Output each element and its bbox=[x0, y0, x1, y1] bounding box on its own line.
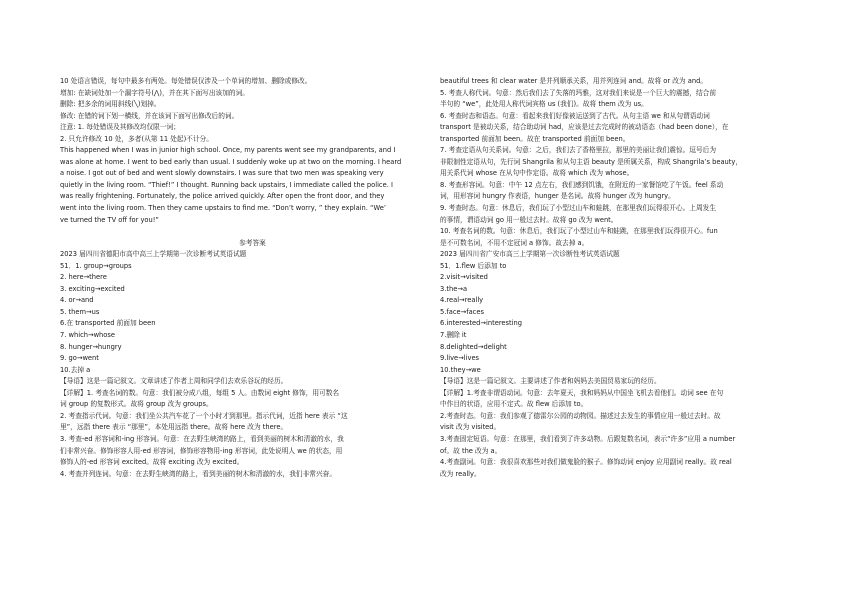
text-line: 9.live→lives bbox=[440, 354, 480, 363]
text-line: 词 group 的复数形式。故将 group 改为 groups。 bbox=[60, 400, 213, 409]
text-line: 4.real→really bbox=[440, 296, 484, 305]
text-line: 4. or→and bbox=[60, 296, 94, 305]
text-line: 修改: 在错的词下划一横线，并在该词下面写出修改后的词。 bbox=[60, 111, 239, 120]
text-line: 51．1.flew 后添加 to bbox=[440, 261, 507, 270]
text-line: 2023 届四川省广安市高三上学期第一次诊断性考试英语试题 bbox=[440, 250, 620, 259]
text-line: was really frightening. Fortunately, the police arrived quickly. After open the front door, and they bbox=[60, 192, 385, 201]
text-line: 【详解】1.考查非谓语动词。句意：去年夏天，我和妈妈从中国坐飞机去看他们。动词 see 在句 bbox=[440, 388, 724, 397]
text-line: quietly in the living room. “Thief!” I thought. Running back upstairs, I immediate called the police. I bbox=[60, 180, 393, 189]
text-line: 2.visit→visited bbox=[440, 273, 488, 282]
text-line: 8. 考查形容词。句意：中午 12 点左右，我们感到饥饿，在附近的一家餐馆吃了午饭。feel 系动 bbox=[440, 180, 724, 189]
text-line: This happened when I was in junior high school. Once, my parents went see my grandparents, and I bbox=[60, 146, 396, 155]
text-line: ve turned the TV off for you!” bbox=[60, 215, 159, 224]
text-line: 3. 考查-ed 形容词和-ing 形容词。句意：在去野生峡湾的路上，看到美丽的树木和清澈的水，我 bbox=[60, 434, 344, 443]
text-line: 修饰人的-ed 形容词 excited。故将 exciting 改为 excited。 bbox=[60, 458, 244, 467]
text-line: 3.考查固定短语。句意：在那里，我们看到了许多动物。后跟复数名词，表示“许多”应用 a number bbox=[440, 434, 736, 443]
text-line: 2. 只允许修改 10 处，多者(从第 11 处起)不计分。 bbox=[60, 134, 213, 143]
text-line: was alone at home. I went to bed early than usual. I suddenly woke up at two on the morning. I heard bbox=[60, 157, 402, 166]
text-line: 6.interested→interesting bbox=[440, 319, 522, 328]
text-line: 8. hunger→hungry bbox=[60, 342, 122, 351]
text-line: 7. which→whose bbox=[60, 331, 115, 340]
text-line bbox=[60, 226, 445, 238]
text-line: 2. 考查指示代词。句意：我们坐公共汽车花了一个小时才到那里。指示代词，近指 here 表示 “这 bbox=[60, 411, 348, 420]
text-line: 7. 考查定语从句关系词。句意：之后，我们去了香格里拉，那里的美丽让我们震惊。逗号后为 bbox=[440, 146, 717, 155]
text-line: transport 是被动关系，结合助动词 had，应该是过去完成时的被动语态（had been done），在 bbox=[440, 123, 729, 132]
text-line: went into the living room. Then they came upstairs to find me. “Don’t worry, ” they explain. “We’ bbox=[60, 204, 386, 213]
text-line: 51．1. group→groups bbox=[60, 261, 132, 270]
text-line: 6. 考查时态和语态。句意：看起来我们好像被运送到了古代。从句主语 we 和从句谓语动词 bbox=[440, 111, 710, 120]
text-line: 2. here→there bbox=[60, 273, 107, 282]
text-line: 10 处语言错误，每句中最多有两处。每处错误仅涉及一个单词的增加、删除或修改。 bbox=[60, 77, 312, 85]
text-line: 4.考查副词。句意：我很喜欢那些对我们做鬼脸的猴子。修饰动词 enjoy 应用副词 really。故 real bbox=[440, 458, 732, 467]
text-line: 词，用形容词 hungry 作表语，hunger 是名词。故将 hunger 改为 hungry。 bbox=[440, 192, 675, 201]
text-line: 的事情，谓语动词 go 用一般过去时。故将 go 改为 went。 bbox=[440, 215, 618, 224]
text-line: 用关系代词 whose 在从句中作定语。故将 which 改为 whose。 bbox=[440, 169, 634, 178]
text-line: 5. them→us bbox=[60, 307, 100, 316]
answer-heading: 参考答案 bbox=[239, 238, 266, 247]
text-line: 9. go→went bbox=[60, 354, 99, 363]
text-line: 3. exciting→excited bbox=[60, 284, 125, 293]
text-line: 【导语】这是一篇记叙文。文章讲述了作者上周和同学们去欢乐谷玩的经历。 bbox=[60, 377, 288, 386]
text-line: 们非常兴奋。修饰形容人用-ed 形容词，修饰形容物用-ing 形容词，此处说明人 we 的状态，用 bbox=[60, 446, 343, 455]
text-line: 里”，远指 there 表示 “那里”，本处用远指 there。故将 here 改为 there。 bbox=[60, 423, 288, 432]
text-line: 删除: 把多余的词用斜线(╲)划掉。 bbox=[60, 100, 161, 109]
text-line: 10.they→we bbox=[440, 365, 481, 374]
text-line: 8.delighted→delight bbox=[440, 342, 507, 351]
text-line: 注意: 1. 每处错误及其修改均仅限一词； bbox=[60, 123, 180, 132]
text-line: 7.删除 it bbox=[440, 331, 467, 340]
text-line: 【导语】这是一篇记叙文。主要讲述了作者和妈妈去美国贸易家玩的经历。 bbox=[440, 377, 661, 386]
text-line: of。故 the 改为 a。 bbox=[440, 446, 502, 455]
right-column bbox=[440, 76, 825, 480]
text-line: visit 改为 visited。 bbox=[440, 423, 501, 432]
text-line: 6.在 transported 前面加 been bbox=[60, 319, 156, 328]
text-line: beautiful trees 和 clear water 是并列顺承关系，用并列连词 and。故将 or 改为 and。 bbox=[440, 77, 707, 85]
text-line: 5.face→faces bbox=[440, 307, 484, 316]
text-line: 【详解】1. 考查名词的数。句意：我们被分成八组，每组 5 人。由数词 eight 修饰，用可数名 bbox=[60, 388, 340, 397]
text-line: 4. 考查并列连词。句意：在去野生峡湾的路上，看到美丽的树木和清澈的水，我们非常兴奋。 bbox=[60, 469, 337, 478]
text-line: 2.考查时态。句意：我们参观了德雷尔公园的动物园。描述过去发生的事情应用一般过去时。故 bbox=[440, 411, 721, 420]
text-line: transported 前面加 been。故在 transported 前面加 been。 bbox=[440, 134, 630, 143]
text-line: 10. 考查名词的数。句意：休息后，我们玩了小型过山车和蛙跳，在那里我们玩得很开心。fun bbox=[440, 227, 718, 236]
text-line: 非限制性定语从句，先行词 Shangrila 和从句主语 beauty 是所属关系，构成 Shangrila’s beauty， bbox=[440, 157, 743, 166]
text-line: 10.去掉 a bbox=[60, 365, 91, 374]
text-line: 2023 届四川省德阳市高中高三上学期第一次诊断考试英语试题 bbox=[60, 250, 247, 259]
text-line: 半句的 “we”，此处用人称代词宾格 us (我们)。故将 them 改为 us。 bbox=[440, 100, 648, 109]
text-line: 是不可数名词，不用不定冠词 a 修饰。故去掉 a。 bbox=[440, 238, 589, 247]
text-line: 9. 考查时态。句意：休息后，我们玩了小型过山车和蛙跳，在那里我们玩得很开心。上周发生 bbox=[440, 204, 717, 213]
left-column bbox=[60, 76, 445, 480]
text-line: a noise. I got out of bed and went slowly downstairs. I was sure that two men was speaking very bbox=[60, 169, 384, 178]
text-line: 改为 really。 bbox=[440, 469, 481, 478]
text-line: 中作目的状语，应用不定式。故 flew 后添加 to。 bbox=[440, 400, 588, 409]
text-line: 5. 考查人称代词。句意：然后我们去了失落的玛雅，这对我们来说是一个巨大的震撼，结合前 bbox=[440, 88, 717, 97]
text-line: 增加: 在缺词处加一个漏字符号(⋀)，并在其下面写出该加的词。 bbox=[60, 88, 249, 97]
text-line: 3.the→a bbox=[440, 284, 468, 293]
